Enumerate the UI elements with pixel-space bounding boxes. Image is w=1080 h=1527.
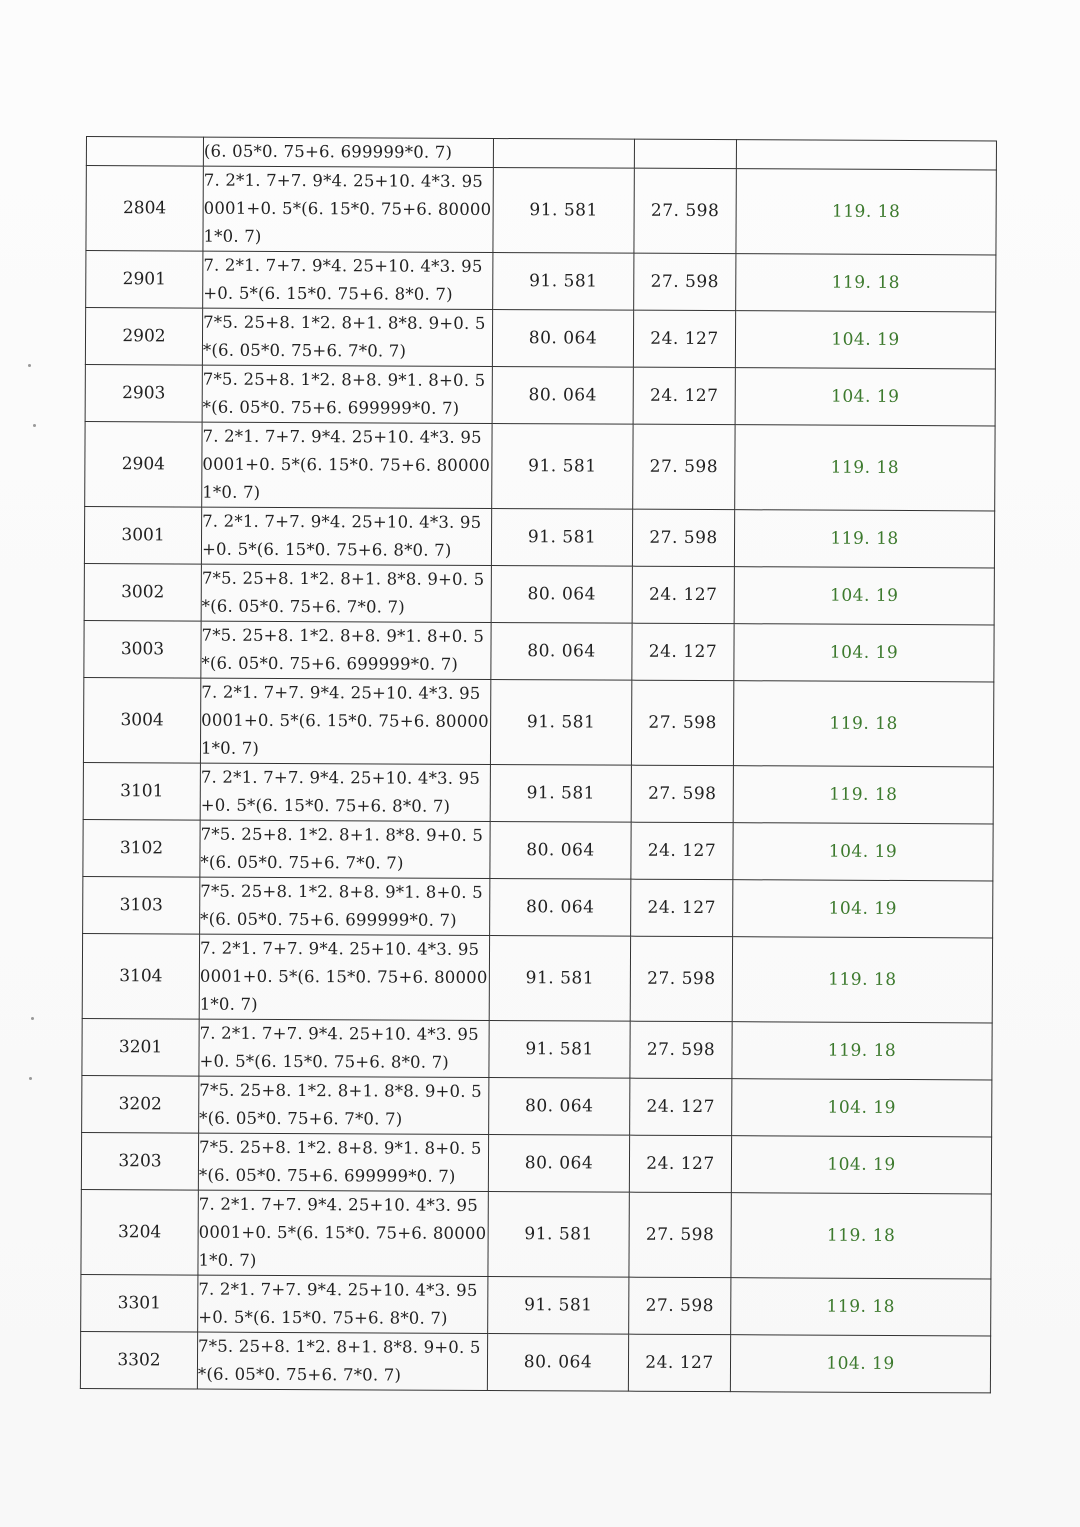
total-area-cell: 104. 19 <box>733 880 993 938</box>
area-formula-cell: 7*5. 25+8. 1*2. 8+1. 8*8. 9+0. 5*(6. 05*0. 75+6. 7*0. 7) <box>199 1076 489 1134</box>
total-area-cell: 104. 19 <box>735 311 995 369</box>
room-number-cell: 3103 <box>83 876 200 934</box>
value-a-cell: 91. 581 <box>489 935 630 1021</box>
area-formula-cell: 7*5. 25+8. 1*2. 8+8. 9*1. 8+0. 5*(6. 05*0. 75+6. 699999*0. 7) <box>201 621 491 679</box>
area-formula-cell: 7. 2*1. 7+7. 9*4. 25+10. 4*3. 95+0. 5*(6. 15*0. 75+6. 8*0. 7) <box>198 1275 488 1333</box>
total-area-cell: 119. 18 <box>736 254 996 312</box>
area-formula-cell: 7*5. 25+8. 1*2. 8+1. 8*8. 9+0. 5*(6. 05*0. 75+6. 7*0. 7) <box>202 308 492 366</box>
table-row <box>83 876 993 937</box>
value-b-cell: 27. 598 <box>632 509 734 566</box>
table-row <box>86 166 996 255</box>
table-row <box>84 506 994 567</box>
area-formula-cell: 7. 2*1. 7+7. 9*4. 25+10. 4*3. 950001+0. 5*(6. 15*0. 75+6. 800001*0. 7) <box>200 678 490 764</box>
value-b-cell: 27. 598 <box>634 253 736 310</box>
room-number-cell <box>86 137 203 167</box>
scan-speck <box>28 364 31 367</box>
value-a-cell: 80. 064 <box>492 309 633 367</box>
value-a-cell: 91. 581 <box>491 508 632 566</box>
total-area-cell: 104. 19 <box>735 368 995 426</box>
value-a-cell <box>493 138 634 168</box>
total-area-cell: 119. 18 <box>732 1022 992 1080</box>
total-area-cell: 104. 19 <box>732 1079 992 1137</box>
room-number-cell: 3204 <box>81 1189 198 1275</box>
area-formula-cell: 7. 2*1. 7+7. 9*4. 25+10. 4*3. 95+0. 5*(6. 15*0. 75+6. 8*0. 7) <box>201 507 491 565</box>
area-formula-cell: 7. 2*1. 7+7. 9*4. 25+10. 4*3. 95+0. 5*(6. 15*0. 75+6. 8*0. 7) <box>199 1019 489 1077</box>
value-b-cell: 27. 598 <box>631 680 733 765</box>
room-number-cell: 3004 <box>83 677 200 763</box>
room-number-cell: 3201 <box>82 1018 199 1076</box>
value-a-cell: 91. 581 <box>488 1276 629 1334</box>
area-formula-cell: (6. 05*0. 75+6. 699999*0. 7) <box>203 137 493 167</box>
value-a-cell: 91. 581 <box>493 167 634 253</box>
value-b-cell: 27. 598 <box>630 936 732 1021</box>
scan-speck <box>31 1017 34 1020</box>
value-b-cell <box>634 139 736 168</box>
value-b-cell: 24. 127 <box>631 879 733 936</box>
area-formula-cell: 7. 2*1. 7+7. 9*4. 25+10. 4*3. 950001+0. 5*(6. 15*0. 75+6. 800001*0. 7) <box>199 934 489 1020</box>
area-formula-cell: 7. 2*1. 7+7. 9*4. 25+10. 4*3. 950001+0. 5*(6. 15*0. 75+6. 800001*0. 7) <box>203 166 493 252</box>
table-row <box>82 1075 992 1136</box>
value-b-cell: 27. 598 <box>629 1277 731 1334</box>
value-b-cell: 27. 598 <box>630 1021 732 1078</box>
table-row <box>86 137 996 170</box>
room-number-cell: 2804 <box>86 166 203 252</box>
value-b-cell: 24. 127 <box>628 1334 730 1391</box>
value-a-cell: 91. 581 <box>488 1191 629 1277</box>
area-formula-cell: 7*5. 25+8. 1*2. 8+8. 9*1. 8+0. 5*(6. 05*0. 75+6. 699999*0. 7) <box>202 365 492 423</box>
table-row <box>83 762 993 823</box>
value-a-cell: 80. 064 <box>492 366 633 424</box>
table-row <box>83 819 993 880</box>
value-a-cell: 91. 581 <box>493 252 634 310</box>
value-a-cell: 91. 581 <box>489 1020 630 1078</box>
value-a-cell: 91. 581 <box>490 764 631 822</box>
value-a-cell: 91. 581 <box>490 679 631 765</box>
value-b-cell: 27. 598 <box>629 1192 731 1277</box>
total-area-cell: 119. 18 <box>736 169 996 255</box>
table-row <box>84 563 994 624</box>
total-area-cell: 119. 18 <box>731 1278 991 1336</box>
table-row <box>81 1274 991 1335</box>
area-calculation-table <box>80 136 997 1393</box>
room-number-cell: 2901 <box>86 251 203 309</box>
total-area-cell: 104. 19 <box>734 624 994 682</box>
total-area-cell: 104. 19 <box>734 567 994 625</box>
value-a-cell: 80. 064 <box>490 878 631 936</box>
total-area-cell: 119. 18 <box>734 510 994 568</box>
value-b-cell: 24. 127 <box>631 822 733 879</box>
scan-speck <box>33 424 36 427</box>
room-number-cell: 3002 <box>84 563 201 621</box>
total-area-cell: 104. 19 <box>733 823 993 881</box>
table-row <box>85 308 995 369</box>
table-row <box>85 364 995 425</box>
table-body <box>80 137 996 1393</box>
total-area-cell <box>736 140 996 170</box>
area-formula-cell: 7. 2*1. 7+7. 9*4. 25+10. 4*3. 950001+0. 5*(6. 15*0. 75+6. 800001*0. 7) <box>198 1190 488 1276</box>
room-number-cell: 3104 <box>82 933 199 1019</box>
value-a-cell: 80. 064 <box>491 565 632 623</box>
area-formula-cell: 7. 2*1. 7+7. 9*4. 25+10. 4*3. 95+0. 5*(6. 15*0. 75+6. 8*0. 7) <box>200 763 490 821</box>
table-row <box>86 251 996 312</box>
area-formula-cell: 7. 2*1. 7+7. 9*4. 25+10. 4*3. 95+0. 5*(6. 15*0. 75+6. 8*0. 7) <box>203 251 493 309</box>
area-formula-cell: 7*5. 25+8. 1*2. 8+1. 8*8. 9+0. 5*(6. 05*0. 75+6. 7*0. 7) <box>201 564 491 622</box>
value-a-cell: 80. 064 <box>487 1333 628 1391</box>
value-b-cell: 27. 598 <box>633 424 735 509</box>
total-area-cell: 104. 19 <box>731 1136 991 1194</box>
table-row <box>81 1132 991 1193</box>
room-number-cell: 3302 <box>80 1331 197 1389</box>
value-a-cell: 80. 064 <box>488 1134 629 1192</box>
area-formula-cell: 7*5. 25+8. 1*2. 8+1. 8*8. 9+0. 5*(6. 05*0. 75+6. 7*0. 7) <box>200 820 490 878</box>
room-number-cell: 2904 <box>85 421 202 507</box>
room-number-cell: 3102 <box>83 819 200 877</box>
table-row <box>82 1018 992 1079</box>
area-formula-cell: 7*5. 25+8. 1*2. 8+8. 9*1. 8+0. 5*(6. 05*0. 75+6. 699999*0. 7) <box>200 877 490 935</box>
total-area-cell: 119. 18 <box>735 425 995 511</box>
total-area-cell: 119. 18 <box>733 681 993 767</box>
total-area-cell: 119. 18 <box>731 1193 991 1279</box>
total-area-cell: 104. 19 <box>730 1335 990 1393</box>
table-row <box>81 1189 991 1278</box>
value-b-cell: 27. 598 <box>634 168 736 253</box>
table-row <box>83 677 993 766</box>
value-b-cell: 24. 127 <box>632 623 734 680</box>
total-area-cell: 119. 18 <box>732 937 992 1023</box>
value-a-cell: 80. 064 <box>491 622 632 680</box>
value-b-cell: 24. 127 <box>630 1078 732 1135</box>
value-b-cell: 27. 598 <box>631 765 733 822</box>
value-b-cell: 24. 127 <box>633 310 735 367</box>
table-row <box>84 620 994 681</box>
room-number-cell: 3101 <box>83 762 200 820</box>
total-area-cell: 119. 18 <box>733 766 993 824</box>
room-number-cell: 2902 <box>85 308 202 366</box>
room-number-cell: 3001 <box>84 506 201 564</box>
room-number-cell: 3003 <box>84 620 201 678</box>
room-number-cell: 3203 <box>81 1132 198 1190</box>
value-a-cell: 91. 581 <box>492 423 633 509</box>
room-number-cell: 3202 <box>82 1075 199 1133</box>
value-a-cell: 80. 064 <box>490 821 631 879</box>
table-row <box>80 1331 990 1392</box>
area-formula-cell: 7. 2*1. 7+7. 9*4. 25+10. 4*3. 950001+0. 5*(6. 15*0. 75+6. 800001*0. 7) <box>202 422 492 508</box>
value-b-cell: 24. 127 <box>629 1135 731 1192</box>
table-row <box>85 421 995 510</box>
value-b-cell: 24. 127 <box>632 566 734 623</box>
value-a-cell: 80. 064 <box>489 1077 630 1135</box>
table-row <box>82 933 992 1022</box>
room-number-cell: 2903 <box>85 364 202 422</box>
area-formula-cell: 7*5. 25+8. 1*2. 8+1. 8*8. 9+0. 5*(6. 05*0. 75+6. 7*0. 7) <box>197 1332 487 1390</box>
scan-speck <box>29 1077 32 1080</box>
room-number-cell: 3301 <box>81 1274 198 1332</box>
value-b-cell: 24. 127 <box>633 367 735 424</box>
area-formula-cell: 7*5. 25+8. 1*2. 8+8. 9*1. 8+0. 5*(6. 05*0. 75+6. 699999*0. 7) <box>198 1133 488 1191</box>
